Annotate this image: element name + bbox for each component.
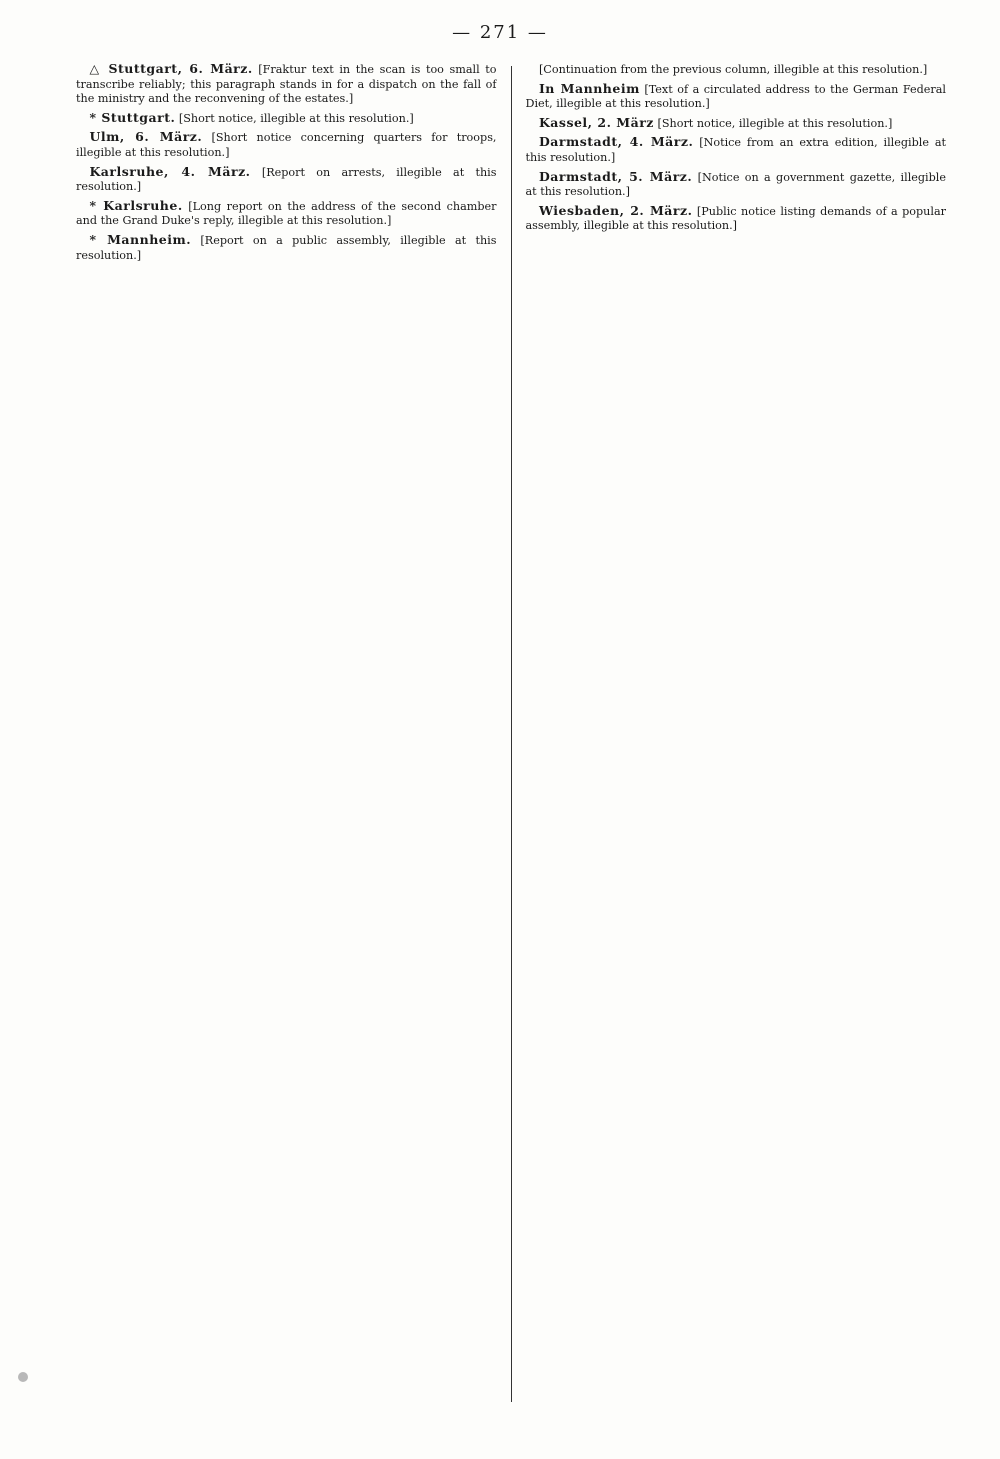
article-dateline: △ Stuttgart, 6. März. (89, 62, 253, 76)
article (526, 204, 947, 234)
article-text: [Text of a circulated address to the German Federal Diet, illegible at this resolution.] (525, 82, 946, 111)
right-column (526, 62, 947, 1402)
page-number: — 271 — (452, 22, 548, 43)
article (526, 116, 947, 132)
article-text: [Long report on the address of the second chamber and the Grand Duke's reply, illegible at this resolution.] (76, 199, 497, 228)
article-dateline: Ulm, 6. März. (89, 129, 203, 145)
article (526, 62, 947, 78)
article-text: [Fraktur text in the scan is too small to transcribe reliably; this paragraph stands in for a dispatch on the fall of the ministry and the reconvening of the estates.] (76, 63, 497, 106)
article-dateline: Kassel, 2. März (538, 114, 654, 130)
article-text: [Short notice concerning quarters for troops, illegible at this resolution.] (76, 131, 497, 159)
article (76, 130, 497, 160)
article-dateline: * Karlsruhe. (89, 197, 183, 213)
article-dateline: * Stuttgart. (89, 109, 176, 125)
article-dateline: * Mannheim. (89, 231, 192, 247)
article-text: [Continuation from the previous column, illegible at this resolution.] (538, 63, 928, 76)
article-dateline: In Mannheim (538, 80, 640, 96)
column-divider (511, 66, 512, 1402)
article (76, 233, 497, 263)
article (76, 62, 497, 107)
scan-mark (18, 1372, 28, 1382)
text-columns (76, 62, 946, 1402)
article-text: [Short notice, illegible at this resolution.] (657, 116, 893, 130)
article (76, 199, 497, 229)
article-text: [Notice from an extra edition, illegible at this resolution.] (525, 136, 946, 164)
article-dateline: Wiesbaden, 2. März. (538, 202, 693, 218)
left-column (76, 62, 497, 1402)
article-dateline: Darmstadt, 5. März. (538, 168, 693, 184)
article-text: [Notice on a government gazette, illegible at this resolution.] (525, 170, 946, 199)
article-dateline: Darmstadt, 4. März. (538, 134, 694, 150)
article (76, 165, 497, 195)
article-text: [Report on arrests, illegible at this resolution.] (76, 165, 497, 194)
article (526, 82, 947, 112)
article-text: [Report on a public assembly, illegible at this resolution.] (76, 233, 497, 262)
article-dateline: Karlsruhe, 4. März. (89, 163, 251, 179)
article-text: [Short notice, illegible at this resolution.] (178, 111, 414, 125)
article (526, 170, 947, 200)
article (76, 111, 497, 127)
article-text: [Public notice listing demands of a popular assembly, illegible at this resolution.] (525, 204, 946, 233)
article (526, 135, 947, 165)
